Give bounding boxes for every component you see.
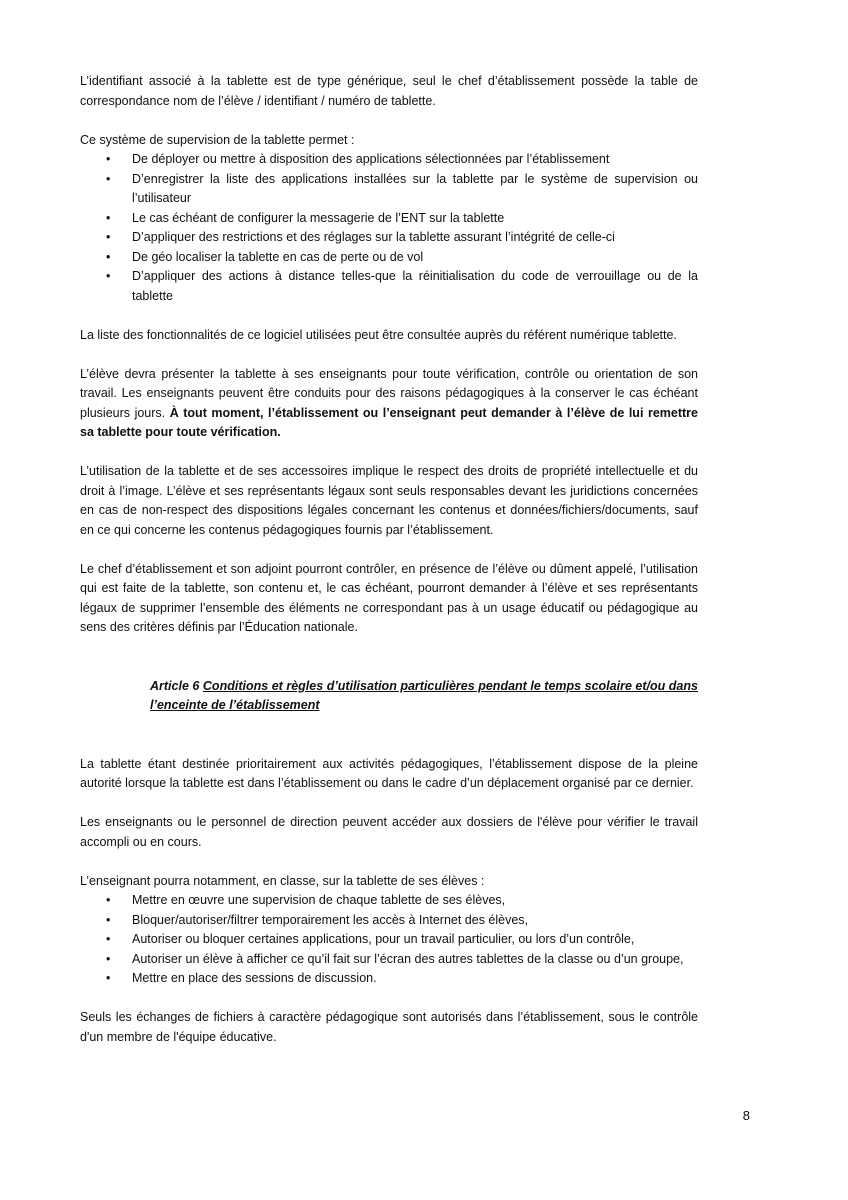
list-item: • Le cas échéant de configurer la messagerie de l’ENT sur la tablette bbox=[80, 209, 698, 229]
list-item: • De déployer ou mettre à disposition des applications sélectionnées par l’établissement bbox=[80, 150, 698, 170]
bold-statement: À tout moment, l’établissement ou l’enseignant peut demander à l’élève de lui remettre sa tablette pour toute vérification. bbox=[80, 405, 698, 439]
bullet-icon: • bbox=[106, 893, 111, 907]
page-number: 8 bbox=[742, 1108, 750, 1123]
bullet-icon: • bbox=[106, 210, 111, 225]
paragraph-echanges: Seuls les échanges de fichiers à caractère pédagogique sont autorisés dans l’établissement, sous le contrôle d'un membre de l'équipe éducative. bbox=[80, 1010, 698, 1044]
paragraph-fonctionnalites: La liste des fonctionnalités de ce logiciel utilisées peut être consultée auprès du référent numérique tablette. bbox=[80, 327, 677, 342]
list-item: • D’enregistrer la liste des applications installées sur la tablette par le système de supervision ou l’utilisateur bbox=[106, 171, 698, 205]
paragraph-autorite: La tablette étant destinée prioritairement aux activités pédagogiques, l’établissement dispose de la pleine autorité lorsque la tablette est dans l’établissement ou dans le cadre d’un déplacement organisé par ce dernier. bbox=[80, 756, 698, 790]
article-label: Article 6 bbox=[150, 678, 203, 693]
bullet-icon: • bbox=[106, 971, 111, 985]
paragraph-dossiers: Les enseignants ou le personnel de direction peuvent accéder aux dossiers de l'élève pour vérifier le travail accompli ou en cours. bbox=[80, 815, 698, 849]
paragraph-verification: L’élève devra présenter la tablette à ses enseignants pour toute vérification, contrôle ou orientation de son travail. Les enseignants peuvent être conduits pour des raisons pédagogiques à la conserver le cas échéant plusieurs jours. À tout moment, l’établissement ou l’enseignant peut demander à l’élève de lui remettre sa tablette pour toute vérification. bbox=[80, 366, 698, 439]
list-item: • Mettre en place des sessions de discussion. bbox=[80, 969, 698, 989]
list-item: • Autoriser un élève à afficher ce qu’il fait sur l’écran des autres tablettes de la classe ou d’un groupe, bbox=[80, 950, 698, 970]
bullet-icon: • bbox=[106, 171, 111, 186]
document-page bbox=[80, 72, 698, 1047]
list-item: • Autoriser ou bloquer certaines applications, pour un travail particulier, ou lors d’un contrôle, bbox=[80, 930, 698, 950]
supervision-list bbox=[80, 150, 698, 306]
paragraph-enseignant-intro: L’enseignant pourra notamment, en classe, sur la tablette de ses élèves : bbox=[80, 873, 485, 888]
list-item: • D’appliquer des restrictions et des réglages sur la tablette assurant l’intégrité de celle-ci bbox=[80, 228, 698, 248]
paragraph-identifiant: L’identifiant associé à la tablette est de type générique, seul le chef d’établissement possède la table de correspondance nom de l’élève / identifiant / numéro de tablette. bbox=[80, 74, 698, 108]
bullet-icon: • bbox=[106, 912, 111, 927]
paragraph-controle: Le chef d’établissement et son adjoint pourront contrôler, en présence de l’élève ou dûment appelé, l’utilisation qui est faite de la tablette, son contenu et, le cas échéant, pourront demander à l’élève et ses représentants légaux de supprimer l’ensemble des éléments ne correspondant pas à un usage éducatif ou pédagogique au sens des critères définis par l’Éducation nationale. bbox=[80, 561, 698, 634]
bullet-icon: • bbox=[106, 152, 111, 166]
article-title: Conditions et règles d’utilisation particulières pendant le temps scolaire et/ou dans l’enceinte de l’établissement bbox=[150, 678, 698, 712]
article-heading bbox=[150, 677, 698, 716]
paragraph-supervision-intro: Ce système de supervision de la tablette permet : bbox=[80, 132, 355, 147]
bullet-icon: • bbox=[106, 951, 111, 966]
bullet-icon: • bbox=[106, 230, 111, 244]
paragraph-propriete: L’utilisation de la tablette et de ses accessoires implique le respect des droits de propriété intellectuelle et du droit à l’image. L’élève et ses représentants légaux sont seuls responsables devant les juridictions concernées en cas de non-respect des dispositions légales concernant les contenus et données/fichiers/documents, sauf en ce qui concerne les contenus pédagogiques fournis par l’établissement. bbox=[80, 464, 698, 537]
list-item: • D’appliquer des actions à distance telles-que la réinitialisation du code de verrouillage ou de la tablette bbox=[106, 269, 698, 303]
list-item: • Bloquer/autoriser/filtrer temporairement les accès à Internet des élèves, bbox=[80, 911, 698, 931]
enseignant-list bbox=[80, 891, 698, 989]
bullet-icon: • bbox=[106, 932, 111, 946]
bullet-icon: • bbox=[106, 269, 111, 283]
list-item: • Mettre en œuvre une supervision de chaque tablette de ses élèves, bbox=[80, 891, 698, 911]
bullet-icon: • bbox=[106, 249, 111, 264]
list-item: • De géo localiser la tablette en cas de perte ou de vol bbox=[80, 248, 698, 268]
